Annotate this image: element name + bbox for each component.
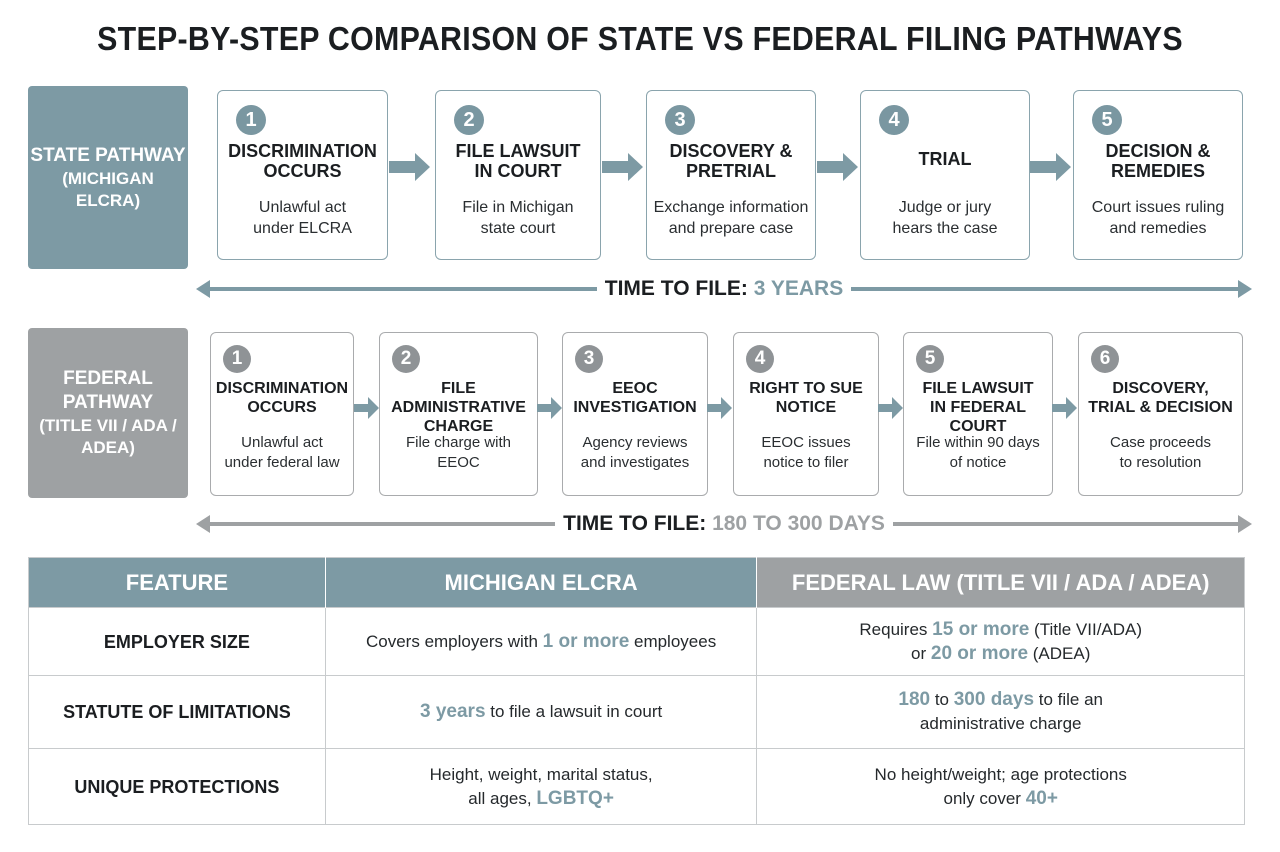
state-step-1 [217,90,388,260]
time-value: 180 TO 300 DAYS [712,512,885,535]
arrow-right-icon [1030,152,1072,182]
cell-line: administrative charge [919,714,1082,733]
arrow-right-icon [817,152,859,182]
step-title: DECISION & REMEDIES [1105,141,1211,181]
state-step-5 [1073,90,1243,260]
step-description: Agency reviews and investigates [580,434,690,471]
state-step-4 [860,90,1030,260]
michigan-cell [325,608,757,676]
step-number-badge: 2 [454,105,484,135]
cell-text: (Title VII/ADA) [1029,619,1143,639]
table-row [29,608,1245,676]
federal-cell [757,749,1245,825]
time-value: 3 YEARS [753,277,844,300]
arrow-right-icon [354,396,380,420]
column-header-feature: FEATURE [29,558,326,608]
state-timeline [196,277,1252,301]
arrow-right-icon [707,396,733,420]
cell-line [757,618,1244,642]
federal-step-3 [562,332,708,496]
step-title: FILE LAWSUIT IN FEDERAL COURT [922,380,1034,435]
federal-step-1 [210,332,354,496]
highlight-text: 15 or more [932,618,1030,640]
federal-step-5 [903,332,1053,496]
state-step-3 [646,90,816,260]
step-title: FILE ADMINISTRATIVE CHARGE [391,380,526,435]
step-title: DISCRIMINATION OCCURS [215,380,349,416]
step-title: TRIAL [918,149,972,169]
step-description: Court issues ruling and remedies [1091,199,1225,237]
federal-step-2 [379,332,538,496]
cell-text: all ages, [468,788,537,808]
step-number-badge: 4 [879,105,909,135]
federal-time-to-file [555,512,893,535]
feature-cell: UNIQUE PROTECTIONS [29,749,326,825]
michigan-cell [325,676,757,749]
federal-step-4 [733,332,879,496]
step-title: DISCOVERY & PRETRIAL [669,141,793,181]
cell-text: to file an [1034,690,1104,709]
highlight-text: 1 or more [542,630,630,652]
arrow-right-icon [537,396,563,420]
arrow-right-icon [389,152,431,182]
step-title: DISCRIMINATION OCCURS [228,141,377,181]
highlight-text: 180 [898,689,931,710]
step-description: File in Michigan state court [462,199,574,237]
arrow-right-icon [878,396,904,420]
highlight-text: 40+ [1025,787,1058,809]
step-description: Exchange information and prepare case [653,199,809,237]
federal-cell [757,608,1245,676]
step-title: RIGHT TO SUE NOTICE [749,380,863,416]
cell-text: to file a lawsuit in court [485,702,663,721]
feature-cell: EMPLOYER SIZE [29,608,326,676]
federal-step-6 [1078,332,1243,496]
highlight-text: LGBTQ+ [536,787,614,809]
state-step-2 [435,90,601,260]
state-pathway-subtitle: (MICHIGAN ELCRA) [62,168,154,210]
cell-text: or [911,643,931,663]
feature-cell: STATUTE OF LIMITATIONS [29,676,326,749]
page-title: STEP-BY-STEP COMPARISON OF STATE VS FEDERAL FILING PATHWAYS [97,20,1183,57]
cell-text: (ADEA) [1028,643,1091,663]
arrow-right-icon [602,152,644,182]
step-title: FILE LAWSUIT IN COURT [455,141,581,181]
cell-line [757,688,1244,712]
time-label: TIME TO FILE: [563,512,707,535]
step-description: Unlawful act under ELCRA [253,199,352,237]
step-number-badge: 5 [1092,105,1122,135]
cell-text: employees [629,631,717,651]
step-number-badge: 6 [1091,345,1119,373]
step-title: DISCOVERY, TRIAL & DECISION [1088,380,1233,416]
step-number-badge: 1 [223,345,251,373]
highlight-text: 300 days [953,689,1035,710]
state-time-to-file [597,277,851,300]
table-row [29,749,1245,825]
federal-pathway-subtitle: (TITLE VII / ADA / ADEA) [39,416,177,457]
cell-line: Height, weight, marital status, [429,764,653,784]
step-number-badge: 4 [746,345,774,373]
step-number-badge: 3 [665,105,695,135]
cell-line [326,787,757,811]
cell-line: No height/weight; age protections [874,764,1127,784]
cell-text: Covers employers with [366,631,543,651]
cell-line [757,787,1244,811]
step-description: Case proceeds to resolution [1110,434,1211,471]
highlight-text: 20 or more [930,642,1029,664]
step-title: EEOC INVESTIGATION [573,380,697,416]
step-description: File within 90 days of notice [916,434,1040,471]
state-pathway-title: STATE PATHWAY [30,144,186,166]
step-number-badge: 5 [916,345,944,373]
step-description: Unlawful act under federal law [224,434,340,471]
step-number-badge: 1 [236,105,266,135]
table-header-row [29,558,1245,608]
highlight-text: 3 years [420,701,486,722]
federal-pathway-label [28,328,188,498]
time-label: TIME TO FILE: [604,277,748,300]
comparison-table [28,557,1245,825]
cell-text: only cover [943,788,1026,808]
arrow-right-icon [1052,396,1078,420]
step-description: Judge or jury hears the case [892,199,998,237]
step-description: EEOC issues notice to filer [761,434,851,471]
step-number-badge: 2 [392,345,420,373]
cell-text: Requires [859,619,933,639]
cell-line [757,642,1244,666]
column-header-michigan: MICHIGAN ELCRA [325,558,757,608]
michigan-cell [325,749,757,825]
federal-pathway-title: FEDERAL PATHWAY [62,368,154,413]
state-pathway-label [28,86,188,269]
column-header-federal: FEDERAL LAW (TITLE VII / ADA / ADEA) [757,558,1245,608]
table-row [29,676,1245,749]
step-description: File charge with EEOC [405,434,512,471]
federal-cell [757,676,1245,749]
step-number-badge: 3 [575,345,603,373]
federal-timeline [196,512,1252,536]
cell-text: to [930,690,954,709]
